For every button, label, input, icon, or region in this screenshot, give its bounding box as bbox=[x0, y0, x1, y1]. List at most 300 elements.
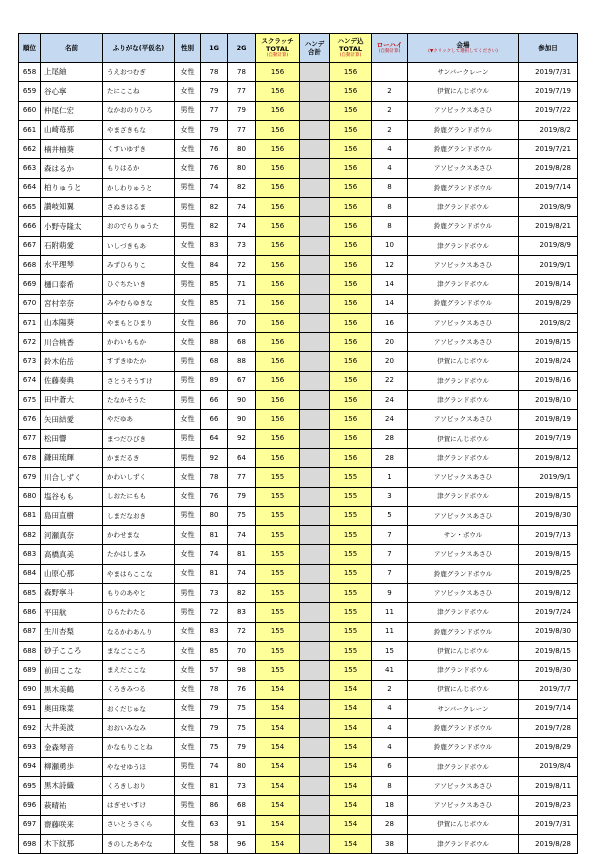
table-row bbox=[19, 622, 578, 641]
handicap-cell[interactable] bbox=[300, 622, 330, 641]
kana-cell: たかはしまみ bbox=[103, 545, 175, 564]
table-row bbox=[19, 834, 578, 853]
handicap-total-cell: 154 bbox=[330, 719, 372, 738]
handicap-cell[interactable] bbox=[300, 661, 330, 680]
handicap-cell[interactable] bbox=[300, 391, 330, 410]
table-row bbox=[19, 545, 578, 564]
gender-cell: 女性 bbox=[175, 719, 201, 738]
gender-cell: 男性 bbox=[175, 198, 201, 217]
venue-select[interactable]: 鈴鹿グランドボウル bbox=[408, 140, 519, 159]
venue-select[interactable]: 津グランドボウル bbox=[408, 198, 519, 217]
kana-cell: おのでらりゅうた bbox=[103, 217, 175, 236]
venue-select[interactable]: アソビックスあさひ bbox=[408, 255, 519, 274]
scratch-total-cell: 156 bbox=[256, 352, 300, 371]
table-row bbox=[19, 661, 578, 680]
header-hdcp-note: (自動計算) bbox=[339, 53, 362, 59]
game2-score: 81 bbox=[228, 545, 256, 564]
gender-cell: 男性 bbox=[175, 603, 201, 622]
handicap-cell[interactable] bbox=[300, 333, 330, 352]
lowhigh-cell: 10 bbox=[372, 236, 408, 255]
kana-cell: たにここね bbox=[103, 82, 175, 101]
venue-select[interactable]: 伊賀にんじボウル bbox=[408, 429, 519, 448]
date-cell[interactable]: 2019/8/11 bbox=[519, 776, 578, 795]
gender-cell: 女性 bbox=[175, 159, 201, 178]
handicap-total-cell: 156 bbox=[330, 448, 372, 467]
game1-score: 79 bbox=[201, 120, 228, 139]
kana-cell: たなかそうた bbox=[103, 391, 175, 410]
venue-select[interactable]: 鈴鹿グランドボウル bbox=[408, 217, 519, 236]
lowhigh-cell: 24 bbox=[372, 410, 408, 429]
handicap-cell[interactable] bbox=[300, 584, 330, 603]
date-cell[interactable]: 2019/8/30 bbox=[519, 622, 578, 641]
date-cell[interactable]: 2019/7/13 bbox=[519, 526, 578, 545]
date-cell[interactable]: 2019/7/7 bbox=[519, 680, 578, 699]
kana-cell: きのしたあやな bbox=[103, 834, 175, 853]
name-cell: 谷心寧 bbox=[41, 82, 103, 101]
handicap-cell[interactable] bbox=[300, 757, 330, 776]
rank-cell: 672 bbox=[19, 333, 41, 352]
game2-score: 77 bbox=[228, 468, 256, 487]
header-scratch-total bbox=[256, 34, 300, 63]
rank-cell: 666 bbox=[19, 217, 41, 236]
venue-select[interactable]: 津グランドボウル bbox=[408, 448, 519, 467]
table-row bbox=[19, 468, 578, 487]
handicap-total-cell: 154 bbox=[330, 776, 372, 795]
game2-score: 80 bbox=[228, 140, 256, 159]
handicap-total-cell: 155 bbox=[330, 468, 372, 487]
gender-cell: 男性 bbox=[175, 448, 201, 467]
handicap-cell[interactable] bbox=[300, 140, 330, 159]
handicap-total-cell: 155 bbox=[330, 487, 372, 506]
header-handicap bbox=[300, 34, 330, 63]
handicap-total-cell: 154 bbox=[330, 796, 372, 815]
handicap-total-cell: 154 bbox=[330, 738, 372, 757]
scratch-total-cell: 154 bbox=[256, 757, 300, 776]
header-gender: 性別 bbox=[175, 34, 201, 63]
name-cell: 松田響 bbox=[41, 429, 103, 448]
venue-select[interactable]: 津グランドボウル bbox=[408, 391, 519, 410]
game1-score: 82 bbox=[201, 198, 228, 217]
handicap-cell[interactable] bbox=[300, 448, 330, 467]
scratch-total-cell: 155 bbox=[256, 526, 300, 545]
date-cell[interactable]: 2019/8/15 bbox=[519, 333, 578, 352]
date-cell[interactable]: 2019/8/24 bbox=[519, 352, 578, 371]
date-cell[interactable]: 2019/8/28 bbox=[519, 834, 578, 853]
handicap-cell[interactable] bbox=[300, 641, 330, 660]
date-cell[interactable]: 2019/8/30 bbox=[519, 661, 578, 680]
name-cell: 鎌田琉輝 bbox=[41, 448, 103, 467]
header-hdcp-total-label: TOTAL bbox=[338, 45, 363, 54]
venue-select[interactable]: 津グランドボウル bbox=[408, 371, 519, 390]
handicap-total-cell: 155 bbox=[330, 564, 372, 583]
date-cell[interactable]: 2019/8/29 bbox=[519, 294, 578, 313]
kana-cell: やまはらここな bbox=[103, 564, 175, 583]
game1-score: 76 bbox=[201, 159, 228, 178]
handicap-cell[interactable] bbox=[300, 159, 330, 178]
scratch-total-cell: 155 bbox=[256, 545, 300, 564]
venue-select[interactable]: 津グランドボウル bbox=[408, 661, 519, 680]
lowhigh-cell: 28 bbox=[372, 429, 408, 448]
rank-cell: 688 bbox=[19, 641, 41, 660]
header-name: 名前 bbox=[41, 34, 103, 63]
name-cell: 楠井柚葵 bbox=[41, 140, 103, 159]
venue-select[interactable]: アソビックスあさひ bbox=[408, 796, 519, 815]
name-cell: 樋口泰希 bbox=[41, 275, 103, 294]
venue-select[interactable]: サン・ボウル bbox=[408, 526, 519, 545]
game1-score: 77 bbox=[201, 101, 228, 120]
header-scratch-label: スクラッチ bbox=[261, 37, 294, 46]
handicap-cell[interactable] bbox=[300, 699, 330, 718]
gender-cell: 女性 bbox=[175, 236, 201, 255]
venue-select[interactable]: 鈴鹿グランドボウル bbox=[408, 564, 519, 583]
handicap-cell[interactable] bbox=[300, 796, 330, 815]
gender-cell: 女性 bbox=[175, 82, 201, 101]
venue-select[interactable]: 伊賀にんじボウル bbox=[408, 82, 519, 101]
lowhigh-cell: 4 bbox=[372, 140, 408, 159]
gender-cell: 女性 bbox=[175, 815, 201, 834]
game2-score: 71 bbox=[228, 294, 256, 313]
handicap-cell[interactable] bbox=[300, 63, 330, 82]
date-cell[interactable]: 2019/8/19 bbox=[519, 410, 578, 429]
date-cell[interactable]: 2019/8/15 bbox=[519, 545, 578, 564]
gender-cell: 女性 bbox=[175, 313, 201, 332]
rank-cell: 664 bbox=[19, 178, 41, 197]
handicap-total-cell: 154 bbox=[330, 699, 372, 718]
gender-cell: 男性 bbox=[175, 371, 201, 390]
handicap-cell[interactable] bbox=[300, 776, 330, 795]
kana-cell: かわせまな bbox=[103, 526, 175, 545]
handicap-cell[interactable] bbox=[300, 236, 330, 255]
game2-score: 79 bbox=[228, 101, 256, 120]
rank-cell: 695 bbox=[19, 776, 41, 795]
handicap-cell[interactable] bbox=[300, 120, 330, 139]
scratch-total-cell: 154 bbox=[256, 796, 300, 815]
venue-select[interactable]: アソビックスあさひ bbox=[408, 506, 519, 525]
handicap-total-cell: 156 bbox=[330, 82, 372, 101]
table-row bbox=[19, 796, 578, 815]
name-cell: 生川杏梨 bbox=[41, 622, 103, 641]
handicap-cell[interactable] bbox=[300, 178, 330, 197]
handicap-cell[interactable] bbox=[300, 101, 330, 120]
venue-select[interactable]: 鈴鹿グランドボウル bbox=[408, 178, 519, 197]
lowhigh-cell: 11 bbox=[372, 603, 408, 622]
handicap-cell[interactable] bbox=[300, 545, 330, 564]
handicap-cell[interactable] bbox=[300, 603, 330, 622]
handicap-cell[interactable] bbox=[300, 410, 330, 429]
venue-select[interactable]: アソビックスあさひ bbox=[408, 545, 519, 564]
gender-cell: 男性 bbox=[175, 391, 201, 410]
header-row bbox=[19, 34, 578, 63]
date-cell[interactable]: 2019/8/25 bbox=[519, 564, 578, 583]
date-cell[interactable]: 2019/8/12 bbox=[519, 584, 578, 603]
venue-select[interactable]: アソビックスあさひ bbox=[408, 333, 519, 352]
venue-select[interactable]: 伊賀にんじボウル bbox=[408, 641, 519, 660]
kana-cell: くすいゆずき bbox=[103, 140, 175, 159]
name-cell: 小野寺隆太 bbox=[41, 217, 103, 236]
game2-score: 82 bbox=[228, 584, 256, 603]
venue-select[interactable]: アソビックスあさひ bbox=[408, 101, 519, 120]
results-table bbox=[18, 33, 578, 854]
date-cell[interactable]: 2019/7/14 bbox=[519, 178, 578, 197]
date-cell[interactable]: 2019/8/10 bbox=[519, 391, 578, 410]
handicap-cell[interactable] bbox=[300, 526, 330, 545]
handicap-cell[interactable] bbox=[300, 371, 330, 390]
rank-cell: 691 bbox=[19, 699, 41, 718]
name-cell: 平田航 bbox=[41, 603, 103, 622]
venue-select[interactable]: 伊賀にんじボウル bbox=[408, 352, 519, 371]
handicap-cell[interactable] bbox=[300, 738, 330, 757]
scratch-total-cell: 154 bbox=[256, 680, 300, 699]
game2-score: 70 bbox=[228, 313, 256, 332]
venue-select[interactable]: 津グランドボウル bbox=[408, 757, 519, 776]
header-game2: 2G bbox=[228, 34, 256, 63]
handicap-cell[interactable] bbox=[300, 815, 330, 834]
scratch-total-cell: 155 bbox=[256, 661, 300, 680]
venue-select[interactable]: 鈴鹿グランドボウル bbox=[408, 294, 519, 313]
handicap-cell[interactable] bbox=[300, 834, 330, 853]
venue-select[interactable]: アソビックスあさひ bbox=[408, 776, 519, 795]
handicap-total-cell: 155 bbox=[330, 506, 372, 525]
venue-select[interactable]: 津グランドボウル bbox=[408, 275, 519, 294]
kana-cell: うえおつむぎ bbox=[103, 63, 175, 82]
date-cell[interactable]: 2019/7/14 bbox=[519, 699, 578, 718]
date-cell[interactable]: 2019/8/21 bbox=[519, 217, 578, 236]
date-cell[interactable]: 2019/7/28 bbox=[519, 719, 578, 738]
venue-select[interactable]: 鈴鹿グランドボウル bbox=[408, 719, 519, 738]
game1-score: 72 bbox=[201, 603, 228, 622]
rank-cell: 678 bbox=[19, 448, 41, 467]
rank-cell: 696 bbox=[19, 796, 41, 815]
handicap-total-cell: 154 bbox=[330, 815, 372, 834]
date-cell[interactable]: 2019/9/1 bbox=[519, 255, 578, 274]
lowhigh-cell: 28 bbox=[372, 448, 408, 467]
lowhigh-cell: 7 bbox=[372, 564, 408, 583]
game2-score: 72 bbox=[228, 622, 256, 641]
venue-select[interactable]: アソビックスあさひ bbox=[408, 468, 519, 487]
game2-score: 77 bbox=[228, 120, 256, 139]
handicap-cell[interactable] bbox=[300, 352, 330, 371]
handicap-cell[interactable] bbox=[300, 487, 330, 506]
game2-score: 75 bbox=[228, 699, 256, 718]
kana-cell: まつだひびき bbox=[103, 429, 175, 448]
handicap-cell[interactable] bbox=[300, 294, 330, 313]
game1-score: 86 bbox=[201, 313, 228, 332]
kana-cell: かしわりゅうと bbox=[103, 178, 175, 197]
date-cell[interactable]: 2019/8/12 bbox=[519, 448, 578, 467]
handicap-cell[interactable] bbox=[300, 313, 330, 332]
lowhigh-cell: 9 bbox=[372, 584, 408, 603]
date-cell[interactable]: 2019/8/23 bbox=[519, 796, 578, 815]
scratch-total-cell: 156 bbox=[256, 217, 300, 236]
game2-score: 96 bbox=[228, 834, 256, 853]
kana-cell: みやむらゆきな bbox=[103, 294, 175, 313]
venue-select[interactable]: アソビックスあさひ bbox=[408, 159, 519, 178]
scratch-total-cell: 156 bbox=[256, 410, 300, 429]
handicap-cell[interactable] bbox=[300, 429, 330, 448]
date-cell[interactable]: 2019/7/31 bbox=[519, 63, 578, 82]
gender-cell: 女性 bbox=[175, 776, 201, 795]
date-cell[interactable]: 2019/7/19 bbox=[519, 82, 578, 101]
table-row bbox=[19, 63, 578, 82]
handicap-total-cell: 156 bbox=[330, 255, 372, 274]
rank-cell: 683 bbox=[19, 545, 41, 564]
date-cell[interactable]: 2019/8/4 bbox=[519, 757, 578, 776]
rank-cell: 663 bbox=[19, 159, 41, 178]
table-row bbox=[19, 255, 578, 274]
handicap-total-cell: 156 bbox=[330, 352, 372, 371]
handicap-total-cell: 156 bbox=[330, 140, 372, 159]
name-cell: 田中蒼大 bbox=[41, 391, 103, 410]
table-row bbox=[19, 178, 578, 197]
name-cell: 高橋真美 bbox=[41, 545, 103, 564]
date-cell[interactable]: 2019/8/15 bbox=[519, 487, 578, 506]
date-cell[interactable]: 2019/7/22 bbox=[519, 101, 578, 120]
name-cell: 仲尾仁宏 bbox=[41, 101, 103, 120]
handicap-cell[interactable] bbox=[300, 217, 330, 236]
venue-select[interactable]: 鈴鹿グランドボウル bbox=[408, 622, 519, 641]
gender-cell: 女性 bbox=[175, 738, 201, 757]
scratch-total-cell: 156 bbox=[256, 63, 300, 82]
date-cell[interactable]: 2019/9/1 bbox=[519, 468, 578, 487]
kana-cell: おくだじゅな bbox=[103, 699, 175, 718]
date-cell[interactable]: 2019/8/2 bbox=[519, 120, 578, 139]
date-cell[interactable]: 2019/8/28 bbox=[519, 159, 578, 178]
handicap-cell[interactable] bbox=[300, 680, 330, 699]
handicap-total-cell: 154 bbox=[330, 680, 372, 699]
header-lowhigh-note: (自動計算) bbox=[378, 49, 401, 55]
date-cell[interactable]: 2019/7/24 bbox=[519, 603, 578, 622]
rank-cell: 671 bbox=[19, 313, 41, 332]
header-kana: ふりがな(平仮名) bbox=[103, 34, 175, 63]
date-cell[interactable]: 2019/8/30 bbox=[519, 506, 578, 525]
table-row bbox=[19, 391, 578, 410]
rank-cell: 674 bbox=[19, 371, 41, 390]
date-cell[interactable]: 2019/8/9 bbox=[519, 236, 578, 255]
lowhigh-cell: 8 bbox=[372, 198, 408, 217]
venue-select[interactable]: アソビックスあさひ bbox=[408, 584, 519, 603]
header-game1: 1G bbox=[201, 34, 228, 63]
date-cell[interactable]: 2019/8/9 bbox=[519, 198, 578, 217]
header-handicap-sum-label: 合計 bbox=[308, 48, 321, 56]
lowhigh-cell: 16 bbox=[372, 313, 408, 332]
date-cell[interactable]: 2019/7/19 bbox=[519, 429, 578, 448]
venue-select[interactable]: 津グランドボウル bbox=[408, 487, 519, 506]
date-cell[interactable]: 2019/7/31 bbox=[519, 815, 578, 834]
game1-score: 83 bbox=[201, 236, 228, 255]
table-row bbox=[19, 757, 578, 776]
date-cell[interactable]: 2019/8/14 bbox=[519, 275, 578, 294]
venue-select[interactable]: アソビックスあさひ bbox=[408, 313, 519, 332]
name-cell: 山崎苺那 bbox=[41, 120, 103, 139]
game2-score: 74 bbox=[228, 564, 256, 583]
table-row bbox=[19, 448, 578, 467]
lowhigh-cell: 38 bbox=[372, 834, 408, 853]
gender-cell: 男性 bbox=[175, 506, 201, 525]
rank-cell: 673 bbox=[19, 352, 41, 371]
date-cell[interactable]: 2019/8/2 bbox=[519, 313, 578, 332]
scratch-total-cell: 156 bbox=[256, 371, 300, 390]
header-venue bbox=[408, 34, 519, 63]
game2-score: 80 bbox=[228, 757, 256, 776]
handicap-cell[interactable] bbox=[300, 82, 330, 101]
venue-select[interactable]: 津グランドボウル bbox=[408, 236, 519, 255]
handicap-total-cell: 155 bbox=[330, 584, 372, 603]
handicap-cell[interactable] bbox=[300, 255, 330, 274]
kana-cell: しおたにもも bbox=[103, 487, 175, 506]
rank-cell: 665 bbox=[19, 198, 41, 217]
lowhigh-cell: 4 bbox=[372, 159, 408, 178]
name-cell: 砂子こころ bbox=[41, 641, 103, 660]
kana-cell: すずきゆたか bbox=[103, 352, 175, 371]
game1-score: 58 bbox=[201, 834, 228, 853]
kana-cell: くろきしおり bbox=[103, 776, 175, 795]
gender-cell: 男性 bbox=[175, 352, 201, 371]
table-row bbox=[19, 699, 578, 718]
game1-score: 89 bbox=[201, 371, 228, 390]
game2-score: 92 bbox=[228, 429, 256, 448]
date-cell[interactable]: 2019/8/16 bbox=[519, 371, 578, 390]
date-cell[interactable]: 2019/8/15 bbox=[519, 641, 578, 660]
table-row bbox=[19, 487, 578, 506]
handicap-cell[interactable] bbox=[300, 719, 330, 738]
game2-score: 68 bbox=[228, 333, 256, 352]
scratch-total-cell: 156 bbox=[256, 313, 300, 332]
kana-cell: いしづきもあ bbox=[103, 236, 175, 255]
rank-cell: 668 bbox=[19, 255, 41, 274]
scratch-total-cell: 155 bbox=[256, 506, 300, 525]
table-row bbox=[19, 313, 578, 332]
lowhigh-cell bbox=[372, 63, 408, 82]
scratch-total-cell: 156 bbox=[256, 159, 300, 178]
handicap-cell[interactable] bbox=[300, 468, 330, 487]
gender-cell: 女性 bbox=[175, 680, 201, 699]
handicap-cell[interactable] bbox=[300, 198, 330, 217]
gender-cell: 男性 bbox=[175, 796, 201, 815]
handicap-total-cell: 156 bbox=[330, 236, 372, 255]
lowhigh-cell: 6 bbox=[372, 757, 408, 776]
date-cell[interactable]: 2019/7/21 bbox=[519, 140, 578, 159]
header-scratch-note: (自動計算) bbox=[266, 53, 289, 59]
venue-select[interactable]: サンバークレーン bbox=[408, 699, 519, 718]
venue-select[interactable]: 鈴鹿グランドボウル bbox=[408, 738, 519, 757]
game2-score: 91 bbox=[228, 815, 256, 834]
name-cell: 河瀬真奈 bbox=[41, 526, 103, 545]
handicap-cell[interactable] bbox=[300, 564, 330, 583]
venue-select[interactable]: 鈴鹿グランドボウル bbox=[408, 120, 519, 139]
game2-score: 74 bbox=[228, 198, 256, 217]
gender-cell: 男性 bbox=[175, 757, 201, 776]
venue-select[interactable]: 津グランドボウル bbox=[408, 603, 519, 622]
venue-select[interactable]: 津グランドボウル bbox=[408, 834, 519, 853]
lowhigh-cell: 8 bbox=[372, 217, 408, 236]
venue-select[interactable]: 伊賀にんじボウル bbox=[408, 680, 519, 699]
table-row bbox=[19, 815, 578, 834]
date-cell[interactable]: 2019/8/29 bbox=[519, 738, 578, 757]
venue-select[interactable]: アソビックスあさひ bbox=[408, 410, 519, 429]
venue-select[interactable]: 伊賀にんじボウル bbox=[408, 815, 519, 834]
venue-select[interactable]: サンバークレーン bbox=[408, 63, 519, 82]
rank-cell: 677 bbox=[19, 429, 41, 448]
table-row bbox=[19, 333, 578, 352]
gender-cell: 女性 bbox=[175, 468, 201, 487]
header-handicap-total bbox=[330, 34, 372, 63]
gender-cell: 男性 bbox=[175, 178, 201, 197]
rank-cell: 685 bbox=[19, 584, 41, 603]
handicap-total-cell: 156 bbox=[330, 217, 372, 236]
handicap-cell[interactable] bbox=[300, 506, 330, 525]
handicap-cell[interactable] bbox=[300, 275, 330, 294]
handicap-total-cell: 156 bbox=[330, 178, 372, 197]
